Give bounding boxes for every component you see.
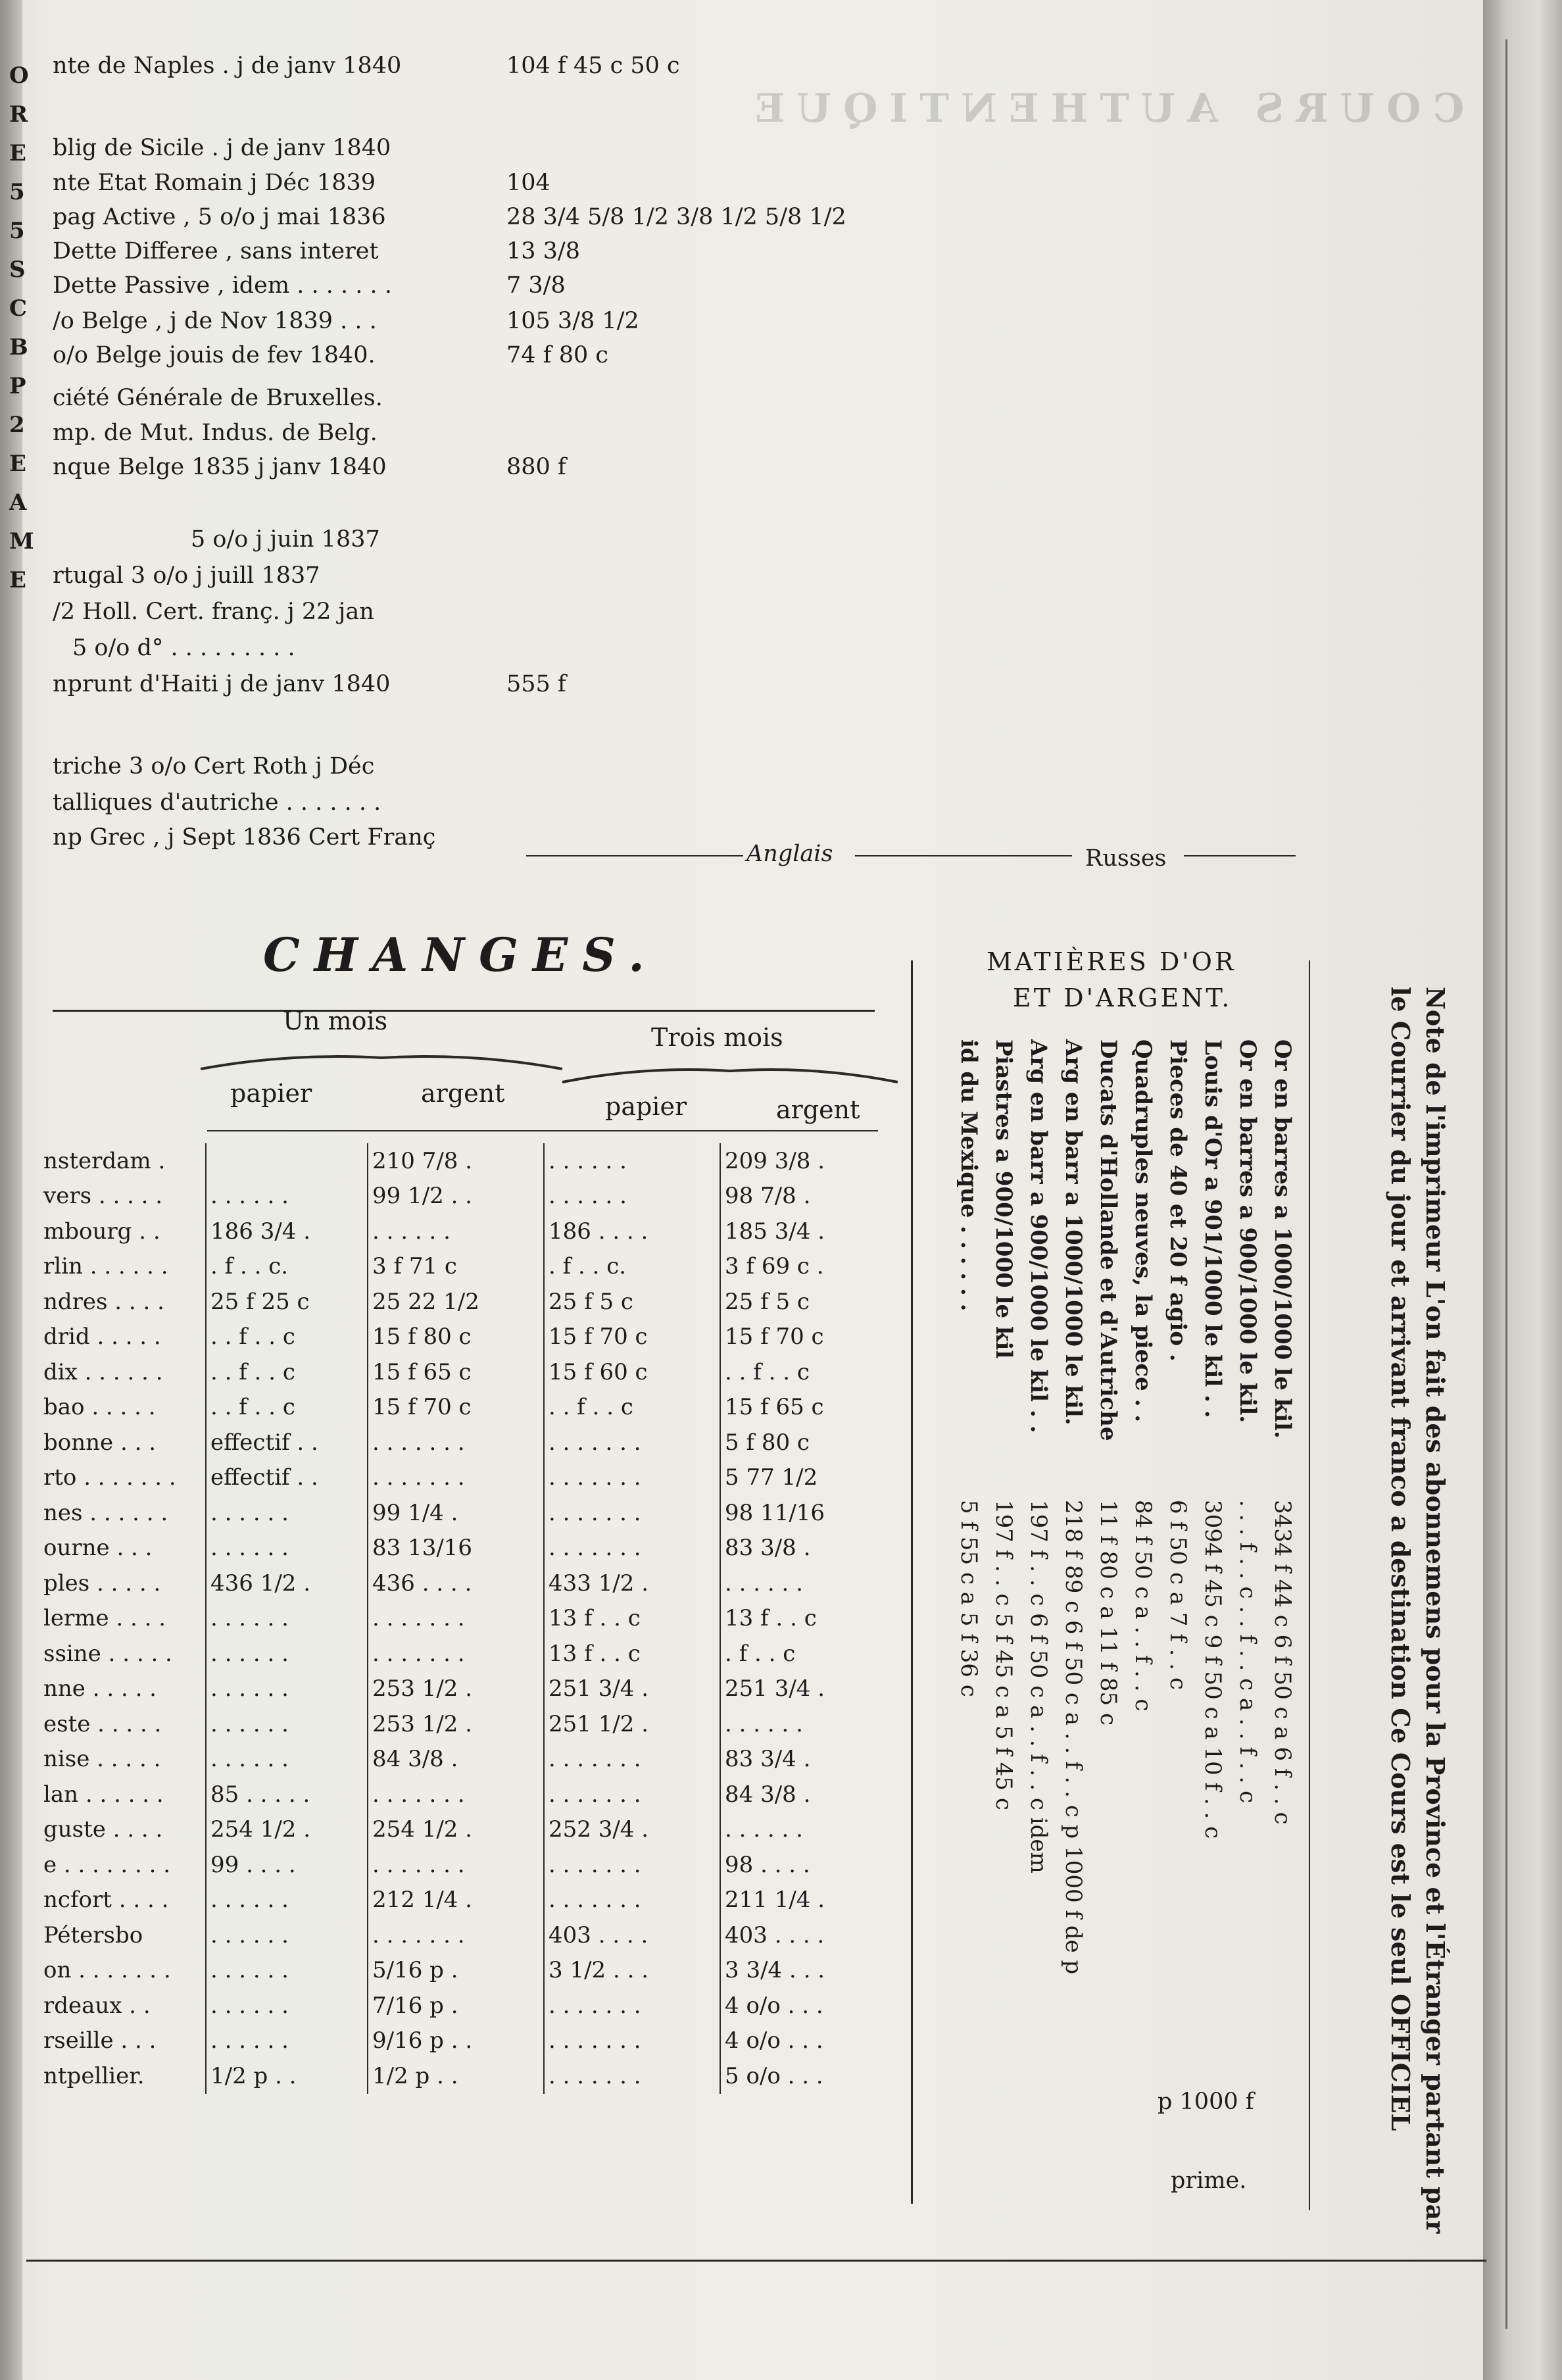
rate-cell: . . f . . c (206, 1320, 368, 1355)
rate-cell: 15 f 60 c (544, 1354, 720, 1390)
table-row (39, 1812, 880, 1848)
place-cell: ples . . . . . (43, 1570, 161, 1597)
rate-cell: 1/2 p . . (368, 2058, 544, 2094)
margin-letter: 2 (9, 412, 25, 438)
matiere-value: . . . f . . c . . f . . c a . . f . . c (1234, 1500, 1261, 1803)
rate-cell: 98 7/8 . (720, 1179, 880, 1214)
rate-cell: . . . . . . (206, 1672, 368, 1707)
anglais-label: Anglais (746, 841, 833, 867)
place-cell: rto . . . . . . . (43, 1464, 176, 1491)
rate-cell: 5 o/o . . . (720, 2058, 880, 2094)
rate-cell: . . . . . . (206, 1179, 368, 1214)
rate-cell: 25 f 25 c (206, 1284, 368, 1320)
rate-cell: . f . . c. (206, 1249, 368, 1285)
rate-cell: 98 . . . . (720, 1847, 880, 1883)
rate-cell: 83 3/8 . (720, 1531, 880, 1566)
rate-cell: 13 f . . c (720, 1601, 880, 1637)
rate-cell: . . f . . c (206, 1390, 368, 1426)
rate-cell: . . . . . . . (544, 1460, 720, 1496)
matiere-item: Arg en barr a 900/1000 le kil . . (1025, 1039, 1052, 1433)
place-cell: vers . . . . . (43, 1183, 163, 1210)
p1000-label: p 1000 f (1158, 2089, 1254, 2115)
rate-cell: 15 f 70 c (368, 1390, 544, 1426)
place-cell: bao . . . . . (43, 1394, 156, 1421)
matiere-value: 3094 f 45 c 9 f 50 c a 10 f . . c (1200, 1500, 1226, 1839)
matiere-item: Ducats d'Hollande et d'Autriche (1095, 1039, 1121, 1441)
rate-cell: . . . . . . . (544, 2023, 720, 2059)
margin-letter: E (9, 451, 26, 477)
rate-cell: 252 3/4 . (544, 1812, 720, 1848)
rate-cell: 3 f 69 c . (720, 1249, 880, 1285)
adjacent-page-edge (1483, 0, 1562, 2380)
table-row (39, 1706, 880, 1742)
rate-cell: 98 11/16 (720, 1495, 880, 1531)
rate-cell: . . . . . . . (544, 1425, 720, 1460)
place-cell: ndres . . . . (43, 1288, 164, 1315)
place-cell: lerme . . . . (43, 1605, 166, 1632)
margin-letters (9, 62, 34, 606)
rate-cell: 15 f 65 c (720, 1390, 880, 1426)
rate-cell: 7/16 p . (368, 1988, 544, 2023)
rate-cell: . . . . . . (206, 1918, 368, 1953)
rate-cell (206, 1143, 368, 1179)
rate-cell: . . f . . c (544, 1390, 720, 1426)
rate-cell: . . . . . . (206, 1601, 368, 1637)
matiere-value: 197 f . . c 5 f 45 c a 5 f 45 c (990, 1500, 1017, 1810)
papier-header-1: papier (230, 1079, 312, 1108)
rate-cell: . . . . . . . (544, 1531, 720, 1566)
place-cell: drid . . . . . (43, 1324, 161, 1351)
margin-letter: P (9, 373, 26, 399)
rate-cell: . . . . . . (720, 1566, 880, 1601)
rate-cell: 5 77 1/2 (720, 1460, 880, 1496)
table-row (39, 1988, 880, 2023)
table-row (39, 1249, 880, 1285)
un-mois-header: Un mois (283, 1006, 388, 1035)
table-row (39, 2023, 880, 2059)
rate-cell: . . . . . . (206, 1742, 368, 1777)
rate-cell: 99 . . . . (206, 1847, 368, 1883)
bottom-rule (26, 2260, 1486, 2262)
rate-cell: 185 3/4 . (720, 1214, 880, 1249)
table-row (39, 1214, 880, 1249)
place-cell: ncfort . . . . (43, 1887, 169, 1914)
trois-mois-brace (559, 1059, 901, 1085)
table-row (39, 1777, 880, 1812)
rate-cell: . . f . . c (206, 1354, 368, 1390)
place-cell: rdeaux . . (43, 1992, 151, 2019)
rate-cell: 433 1/2 . (544, 1566, 720, 1601)
matiere-item: Louis d'Or a 901/1000 le kil . . (1200, 1039, 1226, 1418)
place-cell: nne . . . . . (43, 1675, 157, 1702)
place-cell: ourne . . . (43, 1535, 153, 1562)
place-cell: nsterdam . (43, 1147, 166, 1174)
rate-cell: . . . . . . . (544, 1742, 720, 1777)
printer-note-line2: le Courrier du jour et arrivant franco a destination Ce Cours est le seul OFFICIEL (1386, 987, 1415, 2131)
rate-cell: 436 . . . . (368, 1566, 544, 1601)
margin-letter: 5 (9, 218, 25, 244)
matieres-title-1: MATIÈRES D'OR (987, 947, 1236, 976)
matiere-item: Pieces de 40 et 20 f agio . (1165, 1039, 1191, 1362)
rate-cell: 15 f 70 c (544, 1320, 720, 1355)
table-row (39, 1460, 880, 1496)
table-row (39, 1672, 880, 1707)
rate-cell: 15 f 70 c (720, 1320, 880, 1355)
trois-mois-header: Trois mois (651, 1023, 783, 1052)
rate-cell: 436 1/2 . (206, 1566, 368, 1601)
table-row (39, 1425, 880, 1460)
rate-cell: 25 f 5 c (544, 1284, 720, 1320)
matiere-item: id du Mexique . . . . . . (956, 1039, 982, 1312)
rate-cell: . . . . . . (368, 1214, 544, 1249)
rate-cell: . . . . . . (206, 1953, 368, 1989)
table-row (39, 1601, 880, 1637)
un-mois-brace (197, 1046, 566, 1072)
rate-cell: 212 1/4 . (368, 1883, 544, 1918)
rate-cell: . f . . c. (544, 1249, 720, 1285)
separator-line (526, 855, 743, 856)
rate-cell: 5 f 80 c (720, 1425, 880, 1460)
rate-cell: . . . . . . . (544, 1847, 720, 1883)
place-cell: rlin . . . . . . (43, 1253, 168, 1280)
rate-cell: . . . . . . (720, 1812, 880, 1848)
rate-cell: . . . . . . . (544, 1988, 720, 2023)
table-row (39, 1390, 880, 1426)
place-cell: nise . . . . . (43, 1746, 161, 1773)
table-row (39, 1883, 880, 1918)
rate-cell: . . . . . . . (368, 1601, 544, 1637)
margin-letter: E (9, 567, 26, 593)
place-cell: bonne . . . (43, 1429, 156, 1456)
rate-cell: . . . . . . . (368, 1847, 544, 1883)
changes-rule (53, 1010, 875, 1012)
printer-note-line1: Note de l'imprimeur L'on fait des abonnemens pour la Province et l'Étranger partant par (1421, 987, 1450, 2234)
matiere-value: 3434 f 44 c 6 f 50 c a 6 f . . c (1269, 1500, 1296, 1825)
rate-cell: 3 f 71 c (368, 1249, 544, 1285)
rate-cell: . . . . . . . (368, 1636, 544, 1672)
column-divider (911, 960, 913, 2204)
table-row (39, 2058, 880, 2094)
table-row (39, 1179, 880, 1214)
rate-cell: effectif . . (206, 1460, 368, 1496)
table-row (39, 1284, 880, 1320)
rate-cell: 15 f 80 c (368, 1320, 544, 1355)
rate-cell: . . . . . . (206, 2023, 368, 2059)
rate-cell: 25 f 5 c (720, 1284, 880, 1320)
place-cell: mbourg . . (43, 1218, 160, 1245)
rate-cell: 253 1/2 . (368, 1672, 544, 1707)
margin-letter: O (9, 62, 29, 89)
separator-line (855, 855, 1072, 856)
table-row (39, 1918, 880, 1953)
prime-label: prime. (1171, 2168, 1247, 2194)
margin-letter: E (9, 140, 26, 166)
margin-letter: S (9, 257, 26, 283)
rate-cell: 403 . . . . (544, 1918, 720, 1953)
matiere-item: Arg en barr a 1000/1000 le kil. (1060, 1039, 1086, 1426)
rate-cell: 4 o/o . . . (720, 1988, 880, 2023)
rate-cell: 15 f 65 c (368, 1354, 544, 1390)
rate-cell: . . . . . . . (368, 1460, 544, 1496)
margin-letter: C (9, 295, 28, 322)
rate-cell: 209 3/8 . (720, 1143, 880, 1179)
place-cell: rseille . . . (43, 2027, 157, 2054)
rate-cell: . . . . . . (544, 1179, 720, 1214)
separator-line (1184, 855, 1296, 856)
rate-cell: 25 22 1/2 (368, 1284, 544, 1320)
rate-cell: . . . . . . . (368, 1918, 544, 1953)
place-cell: ssine . . . . . (43, 1640, 172, 1667)
margin-letter: 5 (9, 179, 25, 205)
place-cell: dix . . . . . . (43, 1358, 163, 1385)
table-row (39, 1636, 880, 1672)
argent-header-2: argent (776, 1095, 860, 1124)
rate-cell: 83 13/16 (368, 1531, 544, 1566)
rate-cell: 13 f . . c (544, 1601, 720, 1637)
header-rule (207, 1130, 878, 1131)
table-row (39, 1566, 880, 1601)
rate-cell: . . . . . . . (368, 1777, 544, 1812)
rate-cell: . . . . . . (206, 1988, 368, 2023)
rate-cell: 84 3/8 . (368, 1742, 544, 1777)
matiere-value: 218 f 89 c 6 f 50 c a . . f . . c p 1000 f de p (1060, 1500, 1086, 1975)
table-row (39, 1742, 880, 1777)
matiere-value: 5 f 55 c a 5 f 36 c (956, 1500, 982, 1697)
rate-cell: . . . . . . (206, 1531, 368, 1566)
rate-cell: 251 3/4 . (720, 1672, 880, 1707)
rate-cell: 13 f . . c (544, 1636, 720, 1672)
argent-header-1: argent (421, 1079, 505, 1108)
place-cell: on . . . . . . . (43, 1957, 171, 1984)
rate-cell: . . . . . . (206, 1636, 368, 1672)
rate-cell: 253 1/2 . (368, 1706, 544, 1742)
rate-cell: . . . . . . (720, 1706, 880, 1742)
rate-cell: 99 1/4 . (368, 1495, 544, 1531)
table-row (39, 1953, 880, 1989)
rate-cell: 254 1/2 . (368, 1812, 544, 1848)
rate-cell: . . . . . . (206, 1495, 368, 1531)
rate-cell: 403 . . . . (720, 1918, 880, 1953)
matiere-value: 6 f 50 c a 7 f . . c (1165, 1500, 1191, 1690)
column-divider (1309, 960, 1310, 2210)
table-row (39, 1143, 880, 1179)
rate-cell: 210 7/8 . (368, 1143, 544, 1179)
rate-cell: . . . . . . . (544, 1883, 720, 1918)
place-cell: nes . . . . . . (43, 1499, 168, 1526)
rate-cell: 3 1/2 . . . (544, 1953, 720, 1989)
margin-letter: A (9, 489, 27, 516)
matiere-item: Piastres a 900/1000 le kil (990, 1039, 1017, 1359)
margin-letter: R (9, 101, 28, 128)
rate-cell: . . . . . . . (544, 1777, 720, 1812)
rate-cell: 1/2 p . . (206, 2058, 368, 2094)
rate-cell: 9/16 p . . (368, 2023, 544, 2059)
rate-cell: 211 1/4 . (720, 1883, 880, 1918)
rate-cell: effectif . . (206, 1425, 368, 1460)
matiere-item: Or en barres a 900/1000 le kil. (1234, 1039, 1261, 1424)
rate-cell: 251 1/2 . (544, 1706, 720, 1742)
matiere-value: 84 f 50 c a . . f . . c (1130, 1500, 1156, 1712)
rate-cell: 254 1/2 . (206, 1812, 368, 1848)
bleed-through-heading: COURS AUTHENTIQUE (743, 86, 1465, 132)
rate-cell: 3 3/4 . . . (720, 1953, 880, 1989)
russes-label: Russes (1085, 845, 1167, 872)
matiere-item: Quadruples neuves, la piece . . (1130, 1039, 1156, 1423)
place-cell: Pétersbo (43, 1921, 143, 1948)
rate-cell: 251 3/4 . (544, 1672, 720, 1707)
rate-cell: . . f . . c (720, 1354, 880, 1390)
matieres-title-2: ET D'ARGENT. (1013, 983, 1233, 1012)
rate-cell: . . . . . . . (544, 2058, 720, 2094)
rate-cell: 4 o/o . . . (720, 2023, 880, 2059)
place-cell: este . . . . . (43, 1710, 162, 1737)
place-cell: guste . . . . (43, 1816, 163, 1843)
rate-cell: 186 . . . . (544, 1214, 720, 1249)
rate-cell: 99 1/2 . . (368, 1179, 544, 1214)
changes-table (39, 1143, 880, 2094)
rate-cell: . . . . . . (544, 1143, 720, 1179)
rate-cell: . . . . . . (206, 1883, 368, 1918)
place-cell: e . . . . . . . . (43, 1851, 171, 1878)
papier-header-2: papier (605, 1092, 687, 1121)
place-cell: ntpellier. (43, 2062, 145, 2089)
margin-letter: M (9, 528, 34, 555)
rate-cell: 186 3/4 . (206, 1214, 368, 1249)
rate-cell: 84 3/8 . (720, 1777, 880, 1812)
matiere-value: 197 f . . c 6 f 50 c a . . f . . c idem (1025, 1500, 1052, 1873)
changes-title: CHANGES. (263, 928, 659, 982)
table-row (39, 1320, 880, 1355)
table-row (39, 1847, 880, 1883)
margin-letter: B (9, 334, 28, 360)
matiere-item: Or en barres a 1000/1000 le kil. (1269, 1039, 1296, 1439)
rate-cell: . . . . . . . (544, 1495, 720, 1531)
table-row (39, 1354, 880, 1390)
table-row (39, 1495, 880, 1531)
rate-cell: . f . . c (720, 1636, 880, 1672)
rate-cell: 5/16 p . (368, 1953, 544, 1989)
table-row (39, 1531, 880, 1566)
rate-cell: . . . . . . . (368, 1425, 544, 1460)
place-cell: lan . . . . . . (43, 1781, 164, 1808)
rate-cell: 83 3/4 . (720, 1742, 880, 1777)
rate-cell: 85 . . . . . (206, 1777, 368, 1812)
matiere-value: 11 f 80 c a 11 f 85 c (1095, 1500, 1121, 1726)
rate-cell: . . . . . . (206, 1706, 368, 1742)
